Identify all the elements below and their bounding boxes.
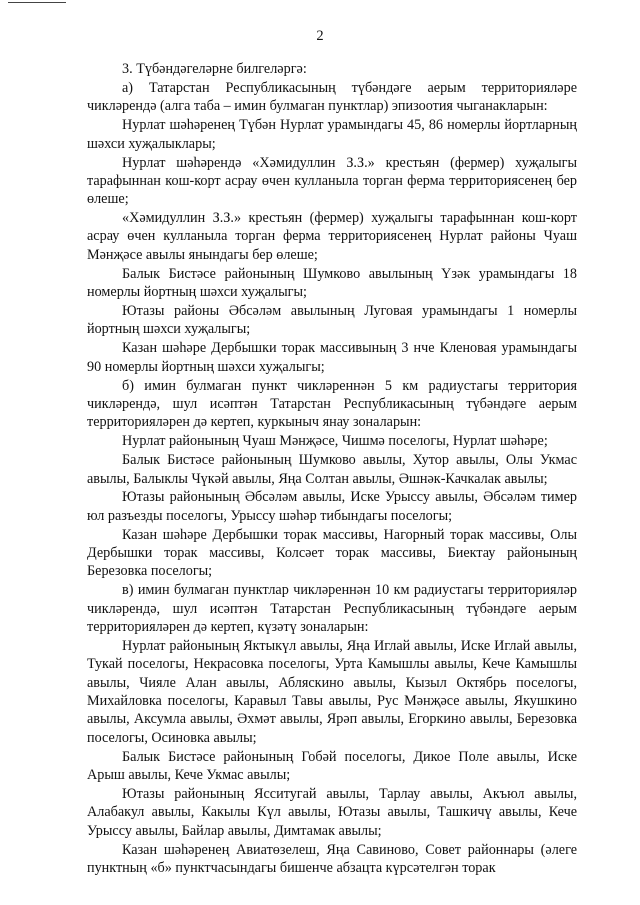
corner-scan-line: [8, 2, 66, 3]
paragraph: Ютазы районының Әбсәләм авылы, Иске Урыссу авылы, Әбсәләм тимер юл разъезды поселогы, Урыссу шәһәр тибындагы поселогы;: [87, 489, 577, 524]
paragraph: Казан шәһәре Дербышки торак массивы, Нагорный торак массивы, Олы Дербышки торак массивы, Колсәет торак массивы, Биектау районының Березовка поселогы;: [87, 526, 577, 580]
document-body: [87, 60, 577, 878]
paragraph: Балык Бистәсе районының Шумково авылы, Хутор авылы, Олы Укмас авылы, Балыклы Чүкәй авылы, Яңа Солтан авылы, Әшнәк-Качкалак авылы;: [87, 452, 577, 487]
paragraph-subitem-a: а) Татарстан Республикасының түбәндәге аерым территорияләре чикләрендә (алга таба – имин булмаган пунктлар) эпизоотия чыганакларын:: [87, 79, 577, 115]
paragraph: Балык Бистәсе районының Шумково авылының Үзәк урамындагы 18 номерлы йортның шәхси хуҗалыгы;: [87, 265, 577, 301]
paragraph: Балык Бистәсе районының Гобәй поселогы, Дикое Поле авылы, Иске Арыш авылы, Кече Укмас авылы;: [87, 748, 577, 783]
paragraph: Ютазы районы Әбсәләм авылының Луговая урамындагы 1 номерлы йортның шәхси хуҗалыгы;: [87, 303, 577, 338]
paragraph: Нурлат шәһәренең Түбән Нурлат урамындагы 45, 86 номерлы йортларның шәхси хуҗалыклары;: [87, 117, 577, 152]
paragraph-heading: 3. Түбәндәгеләрне билгеләргә:: [122, 61, 307, 77]
page-number: 2: [316, 28, 324, 44]
paragraph: Нурлат районының Чуаш Мәнҗәсе, Чишмә поселогы, Нурлат шәһәре;: [122, 433, 548, 450]
paragraph: Казан шәһәре Дербышки торак массивының 3 нче Кленовая урамындагы 90 номерлы йортның шәхси хуҗалыгы;: [87, 340, 577, 375]
paragraph: Нурлат районының Яктыкүл авылы, Яңа Иглай авылы, Иске Иглай авылы, Тукай поселогы, Некрасовка поселогы, Урта Камышлы авылы, Кече Камышлы авылы, Чияле Алан авылы, Абляскино авылы, Кызыл Октябрь поселогы, Михайловка поселогы, Каравыл Тавы авылы, Рус Мәнҗәсе авылы, Якушкино авылы, Аксумла авылы, Әхмәт авылы, Ярәп авылы, Егоркино авылы, Березовка поселогы, Осиновка авылы;: [87, 637, 577, 746]
paragraph: Казан шәһәренең Авиатөзелеш, Яңа Савиново, Совет районнары (әлеге пунктның «б» пунктчасындагы бишенче абзацта күрсәтелгән торак: [87, 841, 577, 876]
paragraph: Нурлат шәһәрендә «Хәмидуллин З.З.» крестьян (фермер) хуҗалыгы тарафыннан кош-корт асрау өчен кулланыла торган ферма территориясенең бер өлеше;: [87, 154, 577, 208]
paragraph: «Хәмидуллин З.З.» крестьян (фермер) хуҗалыгы тарафыннан кош-корт асрау өчен кулланыла торган ферма территориясенең Нурлат районы Чуаш Мәнҗәсе авылы янындагы бер өлеше;: [87, 210, 577, 263]
paragraph-subitem-c: в) имин булмаган пунктлар чикләреннән 10 км радиустагы территорияләр чикләрендә, шул исәптән Татарстан Республикасының түбәндәге аерым территорияләрен дә кертеп, күзәтү зоналарын:: [87, 582, 577, 636]
paragraph-subitem-b: б) имин булмаган пункт чикләреннән 5 км радиустагы территория чикләрендә, шул исәптән Татарстан Республикасының түбәндәге аерым территорияләрен дә кертеп, куркыныч янау зоналарын:: [87, 377, 577, 431]
paragraph: Ютазы районының Ясситугай авылы, Тарлау авылы, Акъюл авылы, Алабакул авылы, Какылы Күл авылы, Ютазы авылы, Ташкичү авылы, Кече Урыссу авылы, Байлар авылы, Димтамак авылы;: [87, 785, 577, 839]
